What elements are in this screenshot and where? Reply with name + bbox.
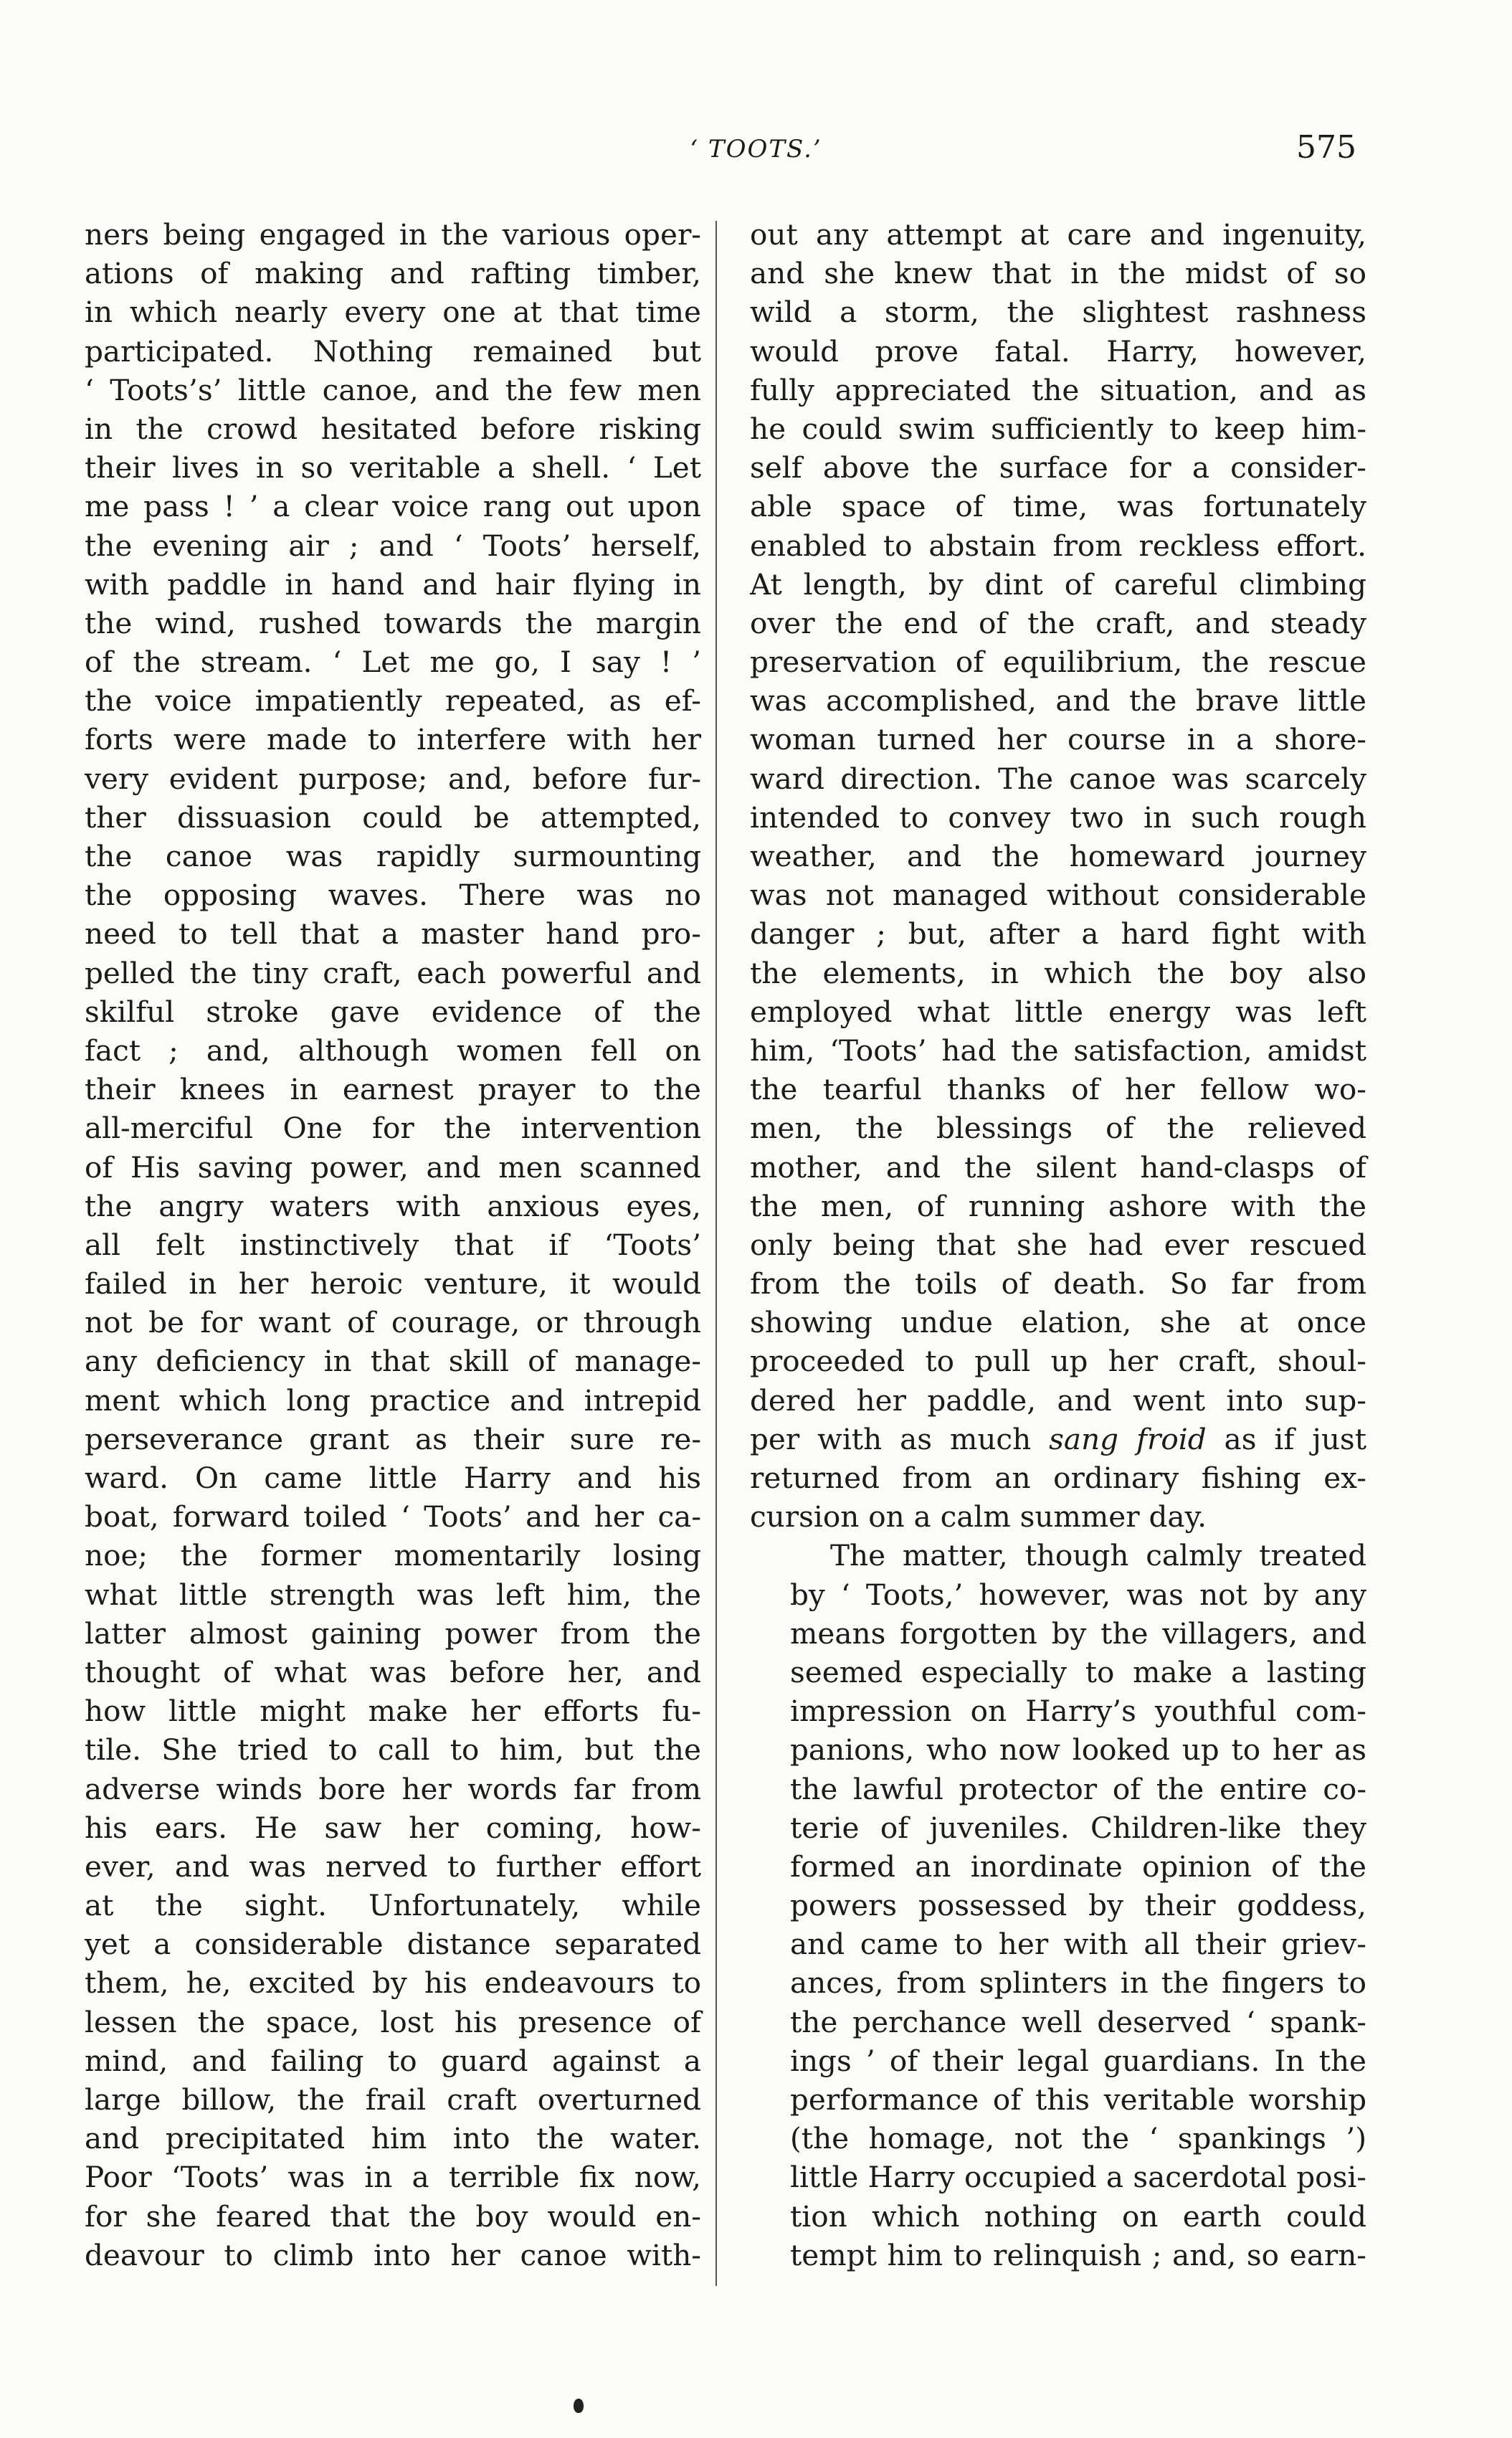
text-line: participated. Nothing remained but xyxy=(85,333,701,369)
text-line: danger ; but, after a hard fight with xyxy=(750,916,1366,952)
text-line: their knees in earnest prayer to the xyxy=(85,1072,701,1107)
text-line: showing undue elation, she at once xyxy=(750,1305,1366,1340)
text-line: self above the surface for a consider- xyxy=(750,450,1366,485)
text-line: very evident purpose; and, before fur- xyxy=(85,761,701,796)
running-title: ‘ TOOTS.’ xyxy=(690,135,822,163)
text-line: and came to her with all their griev- xyxy=(790,1927,1366,1962)
text-line: mind, and failing to guard against a xyxy=(85,2043,701,2078)
text-line: proceeded to pull up her craft, shoul- xyxy=(750,1344,1366,1379)
text-line: the angry waters with anxious eyes, xyxy=(85,1188,701,1223)
text-line: enabled to abstain from reckless effort. xyxy=(750,528,1366,563)
text-line: and precipitated him into the water. xyxy=(85,2121,701,2156)
text-line: employed what little energy was left xyxy=(750,994,1366,1029)
text-line: wild a storm, the slightest rashness xyxy=(750,295,1366,330)
text-line: of His saving power, and men scanned xyxy=(85,1149,701,1185)
text-line: with paddle in hand and hair flying in xyxy=(85,566,701,602)
text-line: from the toils of death. So far from xyxy=(750,1266,1366,1301)
text-line: ings ’ of their legal guardians. In the xyxy=(790,2043,1366,2078)
text-line: was accomplished, and the brave little xyxy=(750,683,1366,718)
text-line: Poor ‘Toots’ was in a terrible fix now, xyxy=(85,2160,701,2195)
text-line: ward. On came little Harry and his xyxy=(85,1461,701,1495)
text-line: yet a considerable distance separated xyxy=(85,1927,701,1962)
page-number: 575 xyxy=(1296,129,1356,166)
text-line: all felt instinctively that if ‘Toots’ xyxy=(85,1227,701,1262)
text-line: failed in her heroic venture, it would xyxy=(85,1266,701,1301)
text-line: and she knew that in the midst of so xyxy=(750,256,1366,291)
text-line: them, he, excited by his endeavours to xyxy=(85,1965,701,2001)
text-line: performance of this veritable worship xyxy=(790,2082,1366,2117)
text-line: out any attempt at care and ingenuity, xyxy=(750,217,1366,252)
text-line: he could swim sufficiently to keep him- xyxy=(750,411,1366,446)
text-line: tempt him to relinquish ; and, so earn- xyxy=(790,2237,1366,2272)
text-line: their lives in so veritable a shell. ‘ Let xyxy=(85,450,701,485)
text-line: impression on Harry’s youthful com- xyxy=(790,1694,1366,1729)
text-line: the perchance well deserved ‘ spank- xyxy=(790,2004,1366,2039)
text-line: tile. She tried to call to him, but the xyxy=(85,1732,701,1768)
text-line: lessen the space, lost his presence of xyxy=(85,2004,701,2039)
text-line: the elements, in which the boy also xyxy=(750,955,1366,990)
text-line: ever, and was nerved to further effort xyxy=(85,1849,701,1884)
text-line: over the end of the craft, and steady xyxy=(750,605,1366,640)
text-line: the tearful thanks of her fellow wo- xyxy=(750,1072,1366,1107)
text-line: per with as much sang froid as if just xyxy=(750,1421,1366,1456)
text-line: the lawful protector of the entire co- xyxy=(790,1771,1366,1806)
text-line: weather, and the homeward journey xyxy=(750,839,1366,873)
text-line: was not managed without considerable xyxy=(750,878,1366,913)
text-line: for she feared that the boy would en- xyxy=(85,2199,701,2234)
text-line: ment which long practice and intrepid xyxy=(85,1382,701,1418)
text-line: terie of juveniles. Children-like they xyxy=(790,1810,1366,1845)
text-line: by ‘ Toots,’ however, was not by any xyxy=(790,1577,1366,1612)
text-line: thought of what was before her, and xyxy=(85,1654,701,1689)
text-line: adverse winds bore her words far from xyxy=(85,1771,701,1806)
text-line: all-merciful One for the intervention xyxy=(85,1111,701,1146)
text-line: his ears. He saw her coming, how- xyxy=(85,1810,701,1845)
text-line: At length, by dint of careful climbing xyxy=(750,566,1366,602)
text-line: need to tell that a master hand pro- xyxy=(85,916,701,952)
text-line: large billow, the frail craft overturned xyxy=(85,2082,701,2117)
text-line: the canoe was rapidly surmounting xyxy=(85,839,701,873)
text-line: mother, and the silent hand-clasps of xyxy=(750,1149,1366,1185)
text-line: what little strength was left him, the xyxy=(85,1577,701,1612)
text-line: how little might make her efforts fu- xyxy=(85,1694,701,1729)
text-line: boat, forward toiled ‘ Toots’ and her ca- xyxy=(85,1499,701,1535)
text-line: me pass ! ’ a clear voice rang out upon xyxy=(85,489,701,524)
text-line: fact ; and, although women fell on xyxy=(85,1033,701,1068)
text-line: dered her paddle, and went into sup- xyxy=(750,1382,1366,1418)
text-line: (the homage, not the ‘ spankings ’) xyxy=(790,2121,1366,2156)
text-line: the evening air ; and ‘ Toots’ herself, xyxy=(85,528,701,563)
text-line: formed an inordinate opinion of the xyxy=(790,1849,1366,1884)
text-line: powers possessed by their goddess, xyxy=(790,1888,1366,1923)
text-line: him, ‘Toots’ had the satisfaction, amidst xyxy=(750,1033,1366,1068)
text-line: noe; the former momentarily losing xyxy=(85,1538,701,1573)
text-line: at the sight. Unfortunately, while xyxy=(85,1888,701,1923)
text-line: ward direction. The canoe was scarcely xyxy=(750,761,1366,796)
text-line: means forgotten by the villagers, and xyxy=(790,1616,1366,1651)
text-line: forts were made to interfere with her xyxy=(85,722,701,757)
text-line: ther dissuasion could be attempted, xyxy=(85,800,701,835)
text-line: seemed especially to make a lasting xyxy=(790,1654,1366,1689)
text-line: ners being engaged in the various oper- xyxy=(85,217,701,252)
text-line: the wind, rushed towards the margin xyxy=(85,605,701,640)
text-line: latter almost gaining power from the xyxy=(85,1616,701,1651)
text-line: would prove fatal. Harry, however, xyxy=(750,333,1366,369)
left-column xyxy=(85,215,701,2275)
right-column xyxy=(750,215,1366,2275)
column-divider xyxy=(715,221,717,2286)
text-line: any deficiency in that skill of manage- xyxy=(85,1344,701,1379)
text-line: pelled the tiny craft, each powerful and xyxy=(85,955,701,990)
text-line: in the crowd hesitated before risking xyxy=(85,411,701,446)
text-line: cursion on a calm summer day. xyxy=(750,1499,1207,1535)
ink-mark xyxy=(574,2399,584,2413)
text-line: ations of making and rafting timber, xyxy=(85,256,701,291)
text-line: the men, of running ashore with the xyxy=(750,1188,1366,1223)
text-line: not be for want of courage, or through xyxy=(85,1305,701,1340)
text-line: preservation of equilibrium, the rescue xyxy=(750,645,1366,680)
text-line: the opposing waves. There was no xyxy=(85,878,701,913)
text-line: ances, from splinters in the fingers to xyxy=(790,1965,1366,2001)
paragraph-villagers xyxy=(750,1536,1366,2275)
text-line: little Harry occupied a sacerdotal posi- xyxy=(790,2160,1366,2195)
text-line: men, the blessings of the relieved xyxy=(750,1111,1366,1146)
text-line: the voice impatiently repeated, as ef- xyxy=(85,683,701,718)
text-line: of the stream. ‘ Let me go, I say ! ’ xyxy=(85,645,701,680)
text-line: deavour to climb into her canoe with- xyxy=(85,2237,701,2272)
text-line: able space of time, was fortunately xyxy=(750,489,1366,524)
text-line: only being that she had ever rescued xyxy=(750,1227,1366,1262)
text-line: panions, who now looked up to her as xyxy=(790,1732,1366,1768)
text-line: perseverance grant as their sure re- xyxy=(85,1421,701,1456)
paragraph-rescue xyxy=(750,215,1366,1536)
text-line: skilful stroke gave evidence of the xyxy=(85,994,701,1029)
text-line: fully appreciated the situation, and as xyxy=(750,372,1366,407)
text-line: in which nearly every one at that time xyxy=(85,295,701,330)
text-line: The matter, though calmly treated xyxy=(830,1538,1366,1573)
text-line: woman turned her course in a shore- xyxy=(750,722,1366,757)
text-line: returned from an ordinary fishing ex- xyxy=(750,1461,1366,1495)
text-line: tion which nothing on earth could xyxy=(790,2199,1366,2234)
text-line: ‘ Toots’s’ little canoe, and the few men xyxy=(85,372,701,407)
text-line: intended to convey two in such rough xyxy=(750,800,1366,835)
